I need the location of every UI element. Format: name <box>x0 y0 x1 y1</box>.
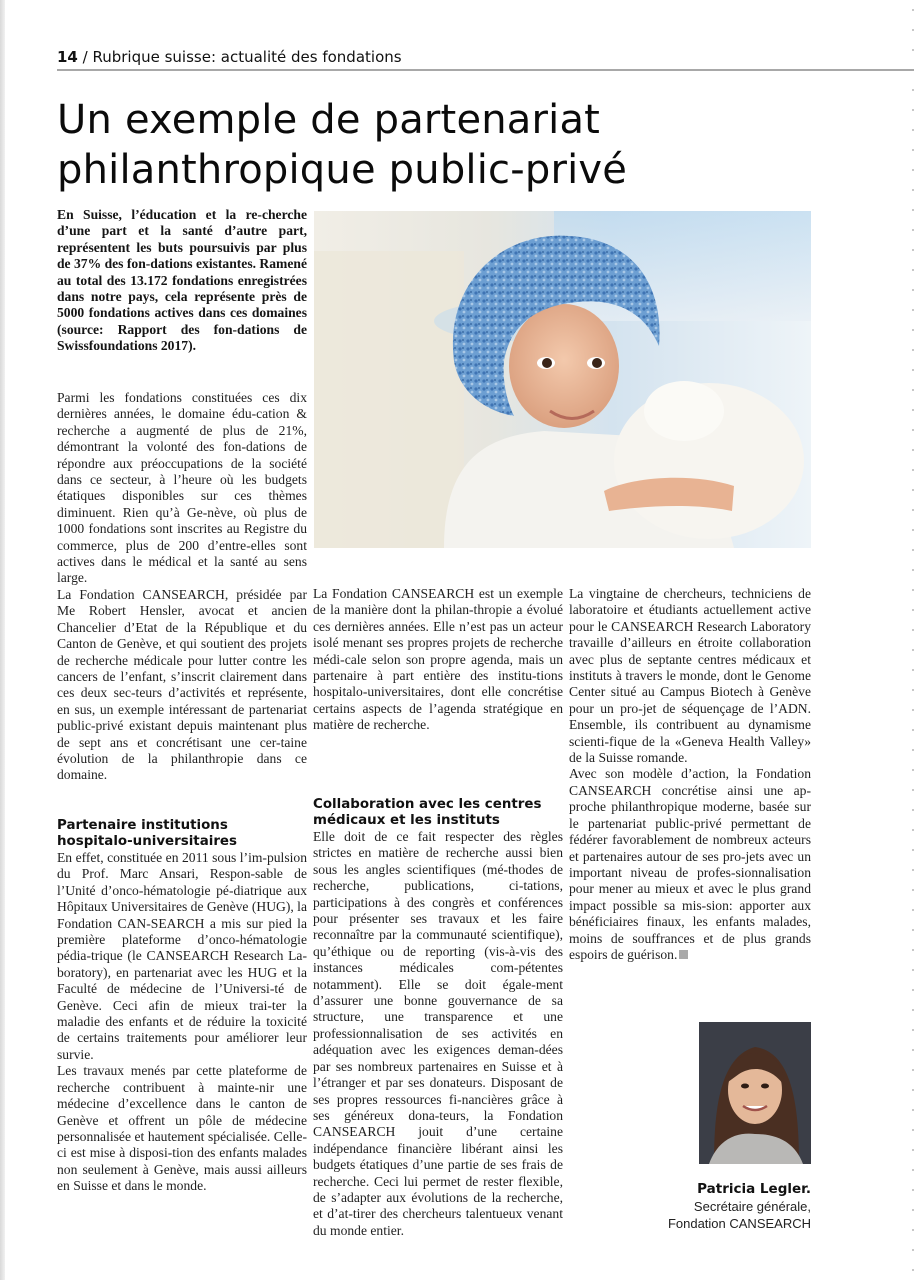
col3-paragraph-2-text: Avec son modèle d’action, la Fondation CANSEARCH concrétise ainsi une ap-proche philanthropique moderne, basée sur le partenariat public-privé permettant de fédérer favorablement de nombreux acteurs et partenaires autour de ses pro-jets avec un important niveau de profes-sionnalisation pour mener au mieux et avec le plus grand impact possible sa mis-sion: apporter aux bénéficiaires finaux, les enfants malades, moins de souffrances et de plus grands espoirs de guérison. <box>569 766 811 962</box>
author-name: Patricia Legler. <box>697 1181 811 1197</box>
author-role: Secrétaire générale, <box>693 1199 811 1214</box>
running-header <box>57 48 914 71</box>
page-left-edge <box>0 0 5 1280</box>
col2-paragraph-1: La Fondation CANSEARCH est un exemple de la manière dont la philan-thropie a évolué ces dernières années. Elle n’est pas un acteur isolé menant ses propres projets de recherche médi-cale selon son propre agenda, mais un partenaire à part entière des institu-tions hospitalo-universitaires, dont elle concrétise certains aspects de l’agenda stratégique en matière de recherche. <box>313 586 563 733</box>
lead-paragraph-block <box>57 207 307 355</box>
column-2-lower <box>313 797 563 1239</box>
subheading-partenaire: Partenaire institutions hospitalo-universitaires <box>57 818 237 849</box>
col1-paragraph-1: Parmi les fondations constituées ces dix dernières années, le domaine édu-cation & recherche a augmenté de plus de 21%, démontrant la volonté des fon-dations de répondre aux préoccupations de la société dans ce secteur, à l’heure où les budgets étatiques disponibles sur ces thèmes diminuent. Rien qu’à Ge-nève, où plus de 1000 fondations sont inscrites au Registre du commerce, plus de 200 d’entre-elles sont actives dans le médical et la santé au sens large. <box>57 390 307 586</box>
header-separator: / <box>77 48 93 66</box>
col3-paragraph-2 <box>569 766 811 963</box>
subheading-collaboration: Collaboration avec les centres médicaux et les instituts <box>313 797 542 828</box>
column-3 <box>569 586 811 963</box>
end-of-article-square-icon <box>679 950 688 959</box>
hero-photo <box>314 211 811 548</box>
article-title <box>57 95 857 195</box>
title-line-1: Un exemple de partenariat <box>57 97 601 143</box>
lead-paragraph: En Suisse, l’éducation et la re-cherche d’une part et la santé d’autre part, représentent les buts poursuivis par plus de 37% des fon-dations existantes. Ramené au total des 13.172 fondations enregistrées dans notre pays, cela représente près de 5000 fondations actives dans ces domaines (source: Rapport des fon-dations de Swissfoundations 2017). <box>57 207 307 354</box>
author-portrait <box>699 1022 811 1164</box>
column-2-upper <box>313 586 563 734</box>
col3-paragraph-1: La vingtaine de chercheurs, techniciens de laboratoire et étudiants actuellement active pour le CANSEARCH Research Laboratory travaille d’ailleurs en étroite collaboration avec plus de septante centres médicaux et instituts à travers le monde, dont le Genome Center situé au Campus Biotech à Genève pour un pro-jet de séquençage de l’ADN. Ensemble, ils contribuent au dynamisme scienti-fique de la «Geneva Health Valley» de la Suisse romande. <box>569 586 811 766</box>
column-1-lower <box>57 818 307 1195</box>
author-organization: Fondation CANSEARCH <box>667 1216 811 1231</box>
child-photo-illustration <box>314 211 811 548</box>
col1-paragraph-3: En effet, constituée en 2011 sous l’im-pulsion du Prof. Marc Ansari, Respon-sable de l’Unité d’onco-hématologie pé-diatrique aux Hôpitaux Universitaires de Genève (HUG), la Fondation CAN-SEARCH a mis sur pied la première plateforme d’onco-hématologie pédia-trique (le CANSEARCH Research La-boratory), en partenariat avec les HUG et la Faculté de médecine de l’Universi-té de Genève. Ceci afin de mieux trai-ter la maladie des enfants et de réduire la toxicité de certains traitements pour améliorer leur survie. <box>57 850 307 1062</box>
col2-paragraph-2: Elle doit de ce fait respecter des règles strictes en matière de recherche aussi bien sous les angles scientifiques (mé-thodes de recherche, publications, ci-tations, participations à des congrès et conférences pour présenter ses travaux et les faire reconnaître par la communauté scientifique), qu’éthique ou de reporting (vis-à-vis des instances médicales com-pétentes notamment). Elle se doit égale-ment d’assurer une bonne gouvernance de sa structure, une transparence et une professionnalisation de ses activités en adéquation avec les exigences deman-dées par ses nombreux partenaires en Suisse et à l’étranger et par ses donateurs. Disposant de ses propres ressources fi-nancières grâce à ses généreux dona-teurs, la Fondation CANSEARCH jouit d’une certaine indépendance financière libérant ainsi les budgets étatiques d’une partie de ses frais de recherche. Ceci lui permet de rester flexible, de s’adapter aux évolutions de la recherche, et d’at-tirer des chercheurs talentueux venant du monde entier. <box>313 829 563 1238</box>
col1-paragraph-2: La Fondation CANSEARCH, présidée par Me Robert Hensler, avocat et ancien Chancelier d’Etat de la République et du Canton de Genève, et qui soutient des projets de recherche médicale pour lutter contre les cancers de l’enfant, s’inscrit clairement dans ces deux sec-teurs d’activités et représente, en sus, un exemple intéressant de partenariat public-privé existant depuis maintenant plus de sept ans et concrétisant une cer-taine évolution de la philanthropie dans ce domaine. <box>57 586 307 783</box>
author-portrait-illustration <box>699 1022 811 1164</box>
section-name: Rubrique suisse: actualité des fondations <box>92 48 402 66</box>
author-caption <box>640 1181 811 1232</box>
title-line-2: philanthropique public-privé <box>57 147 628 193</box>
col1-paragraph-4: Les travaux menés par cette plateforme de recherche contribuent à mainte-nir une médecine d’excellence dans le canton de Genève et offrent un pôle de médecine personnalisée et hautement spécialisée. Celle-ci est mise à disposi-tion des enfants malades non seulement à Genève, mais aussi ailleurs en Suisse et dans le monde. <box>57 1063 307 1194</box>
column-1-upper <box>57 390 307 784</box>
page-number: 14 <box>57 48 78 66</box>
